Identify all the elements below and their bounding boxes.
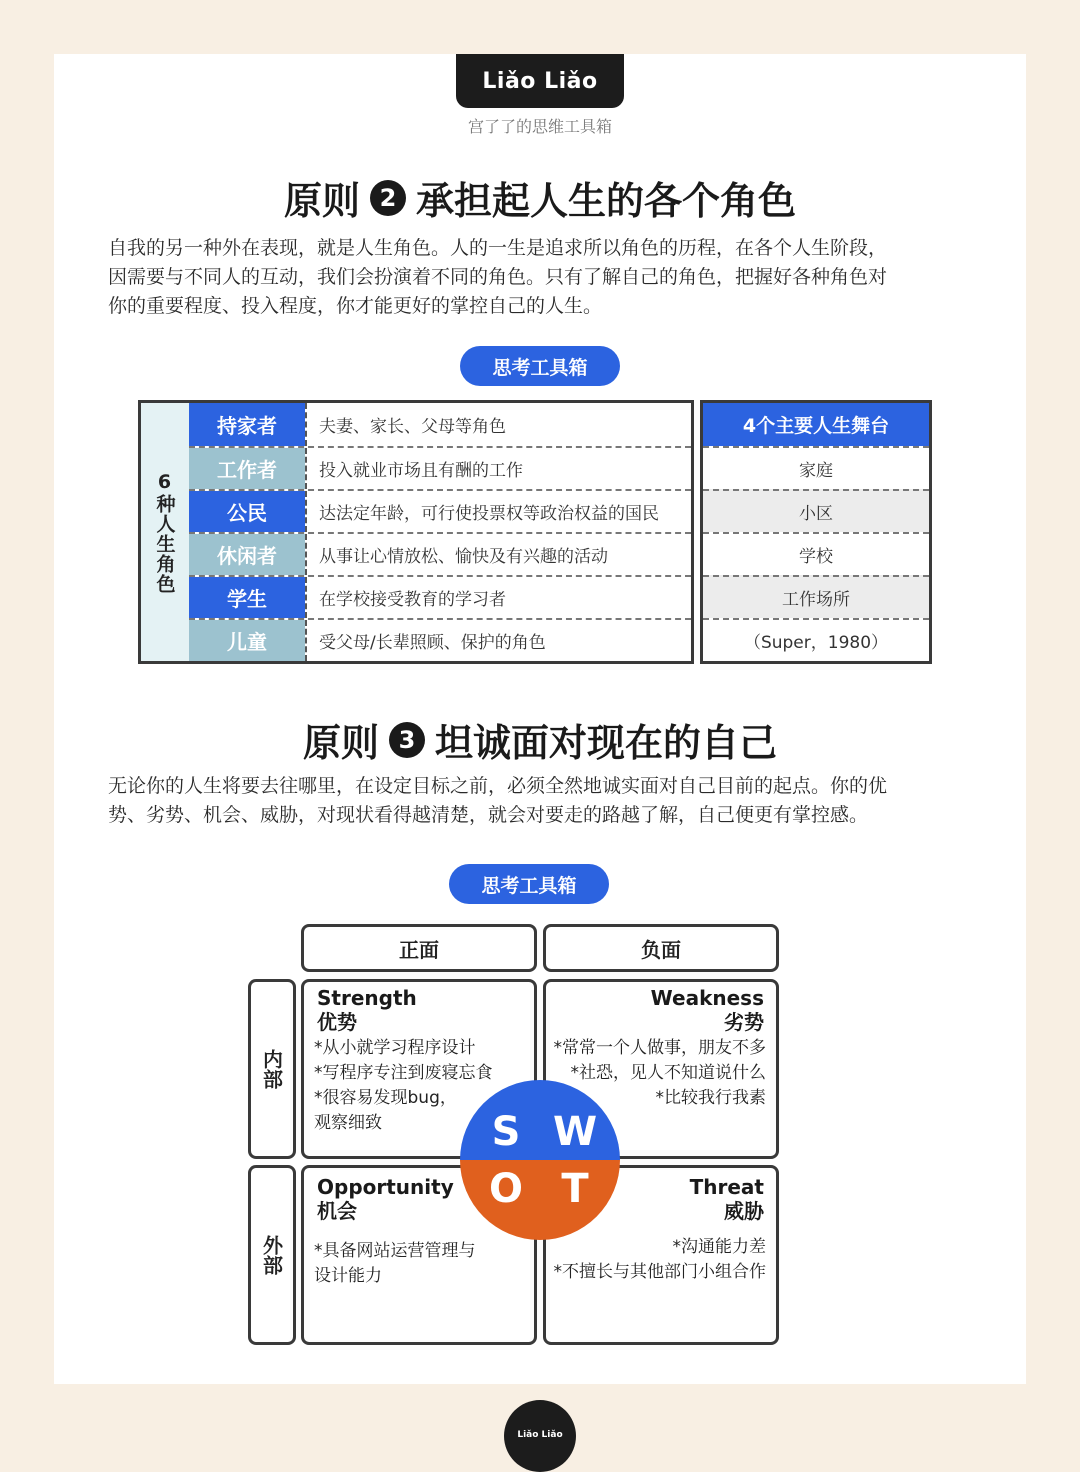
role-name: 工作者: [189, 448, 305, 489]
role-desc: 在学校接受教育的学习者: [305, 577, 691, 618]
paragraph-line: 无论你的人生将要去往哪里，在设定目标之前，必须全然地诚实面对自己目前的起点。你的优: [108, 775, 888, 797]
citation: （Super，1980）: [703, 618, 929, 661]
principle3-title: 坦诚面对现在的自己: [435, 721, 778, 765]
principle3-prefix: 原则: [302, 721, 379, 765]
role-desc: 夫妻、家长、父母等角色: [305, 403, 691, 446]
role-name: 休闲者: [189, 534, 305, 575]
paragraph-line: 因需要与不同人的互动，我们会扮演着不同的角色。只有了解自己的角色，把握好各种角色对: [108, 266, 888, 288]
row-header-external: 外部: [248, 1165, 296, 1345]
row-header-internal: 内部: [248, 979, 296, 1159]
stage-cell: 小区: [703, 489, 929, 532]
list-item: *不擅长与其他部门小组合作: [553, 1262, 766, 1282]
principle3-number: 3: [389, 722, 425, 758]
principle2-paragraph: [108, 234, 978, 321]
swot-letter-w: W: [540, 1080, 620, 1160]
role-row: [189, 532, 691, 575]
weakness-items: [554, 1036, 767, 1111]
role-desc: 投入就业市场且有酬的工作: [305, 448, 691, 489]
roles-side-label: 6种人生角色: [141, 403, 189, 661]
swot-letter-o: O: [460, 1160, 540, 1240]
role-row: [189, 489, 691, 532]
strength-title-en: Strength: [317, 986, 417, 1010]
paragraph-line: 自我的另一种外在表现，就是人生角色。人的一生是追求所以角色的历程，在各个人生阶段，: [108, 237, 888, 259]
col-header-positive: 正面: [301, 924, 537, 972]
role-row: [189, 618, 691, 661]
paragraph-line: 势、劣势、机会、威胁，对现状看得越清楚，就会对要走的路越了解，自己便更有掌控感。: [108, 804, 869, 826]
principle3-paragraph: [108, 772, 978, 830]
strength-items: [314, 1036, 493, 1136]
list-item: 观察细致: [314, 1113, 382, 1133]
principle2-prefix: 原则: [283, 179, 360, 223]
list-item: *具备网站运营管理与: [314, 1241, 476, 1261]
paragraph-line: 你的重要程度、投入程度，你才能更好的掌控自己的人生。: [108, 295, 603, 317]
list-item: *沟通能力差: [672, 1237, 766, 1257]
role-desc: 达法定年龄，可行使投票权等政治权益的国民: [305, 491, 691, 532]
principle2-number: 2: [370, 180, 406, 216]
stage-cell: 工作场所: [703, 575, 929, 618]
list-item: *比较我行我素: [655, 1088, 766, 1108]
role-desc: 受父母/长辈照顾、保护的角色: [305, 620, 691, 661]
toolbox-badge: 思考工具箱: [449, 864, 609, 904]
weakness-title: [651, 986, 764, 1034]
threat-items: [554, 1235, 767, 1285]
list-item: 设计能力: [314, 1266, 382, 1286]
role-row: [189, 575, 691, 618]
list-item: *社恐，见人不知道说什么: [570, 1063, 766, 1083]
stage-cell: 家庭: [703, 446, 929, 489]
opportunity-title: [317, 1175, 454, 1223]
stages-header: 4个主要人生舞台: [703, 403, 929, 446]
list-item: *常常一个人做事，朋友不多: [553, 1038, 766, 1058]
brand-logo: Liǎo Liǎo: [456, 54, 624, 108]
threat-title: [690, 1175, 764, 1223]
toolbox-badge: 思考工具箱: [460, 346, 620, 386]
opportunity-title-zh: 机会: [317, 1199, 357, 1223]
strength-title-zh: 优势: [317, 1010, 357, 1034]
opportunity-items: [314, 1239, 476, 1289]
list-item: *很容易发现bug，: [314, 1088, 457, 1108]
principle2-title: 承担起人生的各个角色: [416, 179, 797, 223]
brand-subtitle: 宫了了的思维工具箱: [467, 117, 612, 136]
opportunity-title-en: Opportunity: [317, 1175, 454, 1199]
principle2-heading: [54, 170, 1026, 225]
col-header-negative: 负面: [543, 924, 779, 972]
role-name: 学生: [189, 577, 305, 618]
threat-title-en: Threat: [689, 1175, 764, 1199]
role-name: 儿童: [189, 620, 305, 661]
life-stages-table: [700, 400, 932, 664]
role-name: 持家者: [189, 403, 305, 446]
weakness-title-en: Weakness: [650, 986, 764, 1010]
roles-table: [138, 400, 694, 664]
list-item: *从小就学习程序设计: [314, 1038, 476, 1058]
role-name: 公民: [189, 491, 305, 532]
stage-cell: 学校: [703, 532, 929, 575]
bottom-logo-badge: Liǎo Liǎo: [504, 1400, 576, 1472]
role-desc: 从事让心情放松、愉快及有兴趣的活动: [305, 534, 691, 575]
weakness-title-zh: 劣势: [724, 1010, 764, 1034]
role-row: [189, 403, 691, 446]
list-item: *写程序专注到废寝忘食: [314, 1063, 493, 1083]
strength-title: [317, 986, 417, 1034]
principle3-heading: [54, 712, 1026, 767]
swot-letter-t: T: [540, 1160, 620, 1240]
role-row: [189, 446, 691, 489]
threat-title-zh: 威胁: [724, 1199, 764, 1223]
swot-letter-s: S: [460, 1080, 540, 1160]
